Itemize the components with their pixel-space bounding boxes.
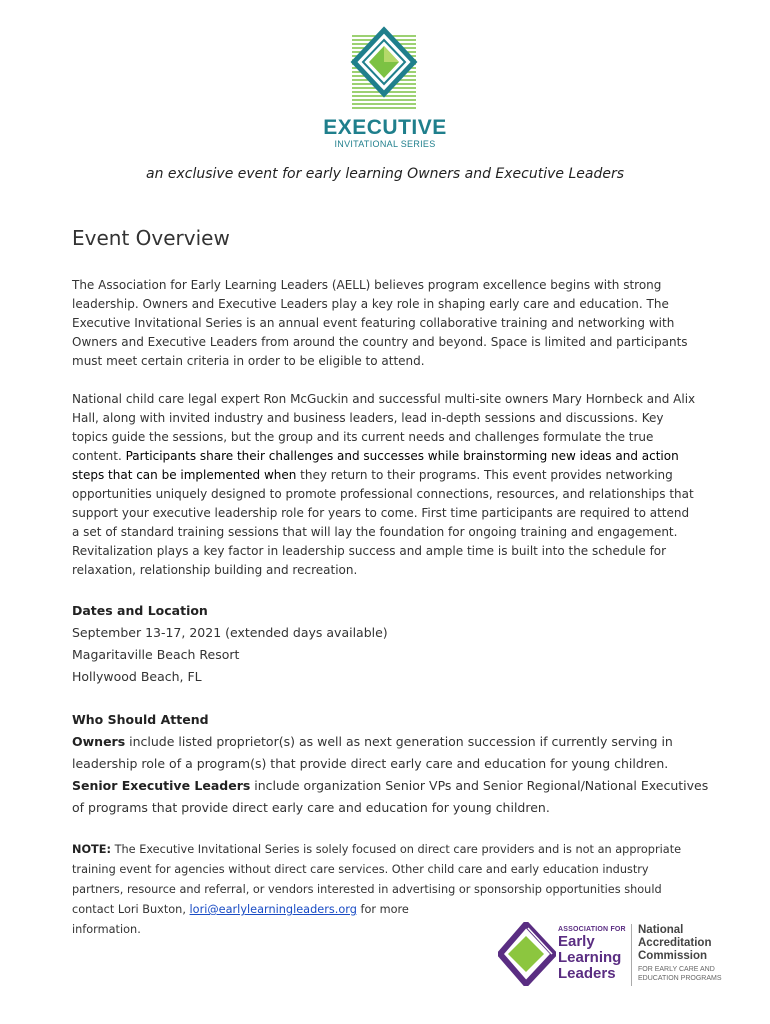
- overview-paragraph-2: [72, 390, 697, 580]
- nac-line-2: Accreditation: [638, 937, 712, 949]
- nac-sub-1: FOR EARLY CARE AND: [638, 966, 715, 973]
- aell-early: Early: [558, 933, 595, 950]
- logo-divider: [631, 924, 632, 986]
- nac-name: [638, 924, 712, 963]
- paragraph-2-text: National child care legal expert Ron McGuckin and successful multi-site owners Mary Hornbeck and Alix Hall, along with invited industry and business leaders, lead in-depth sessions and discussions. Key topics guide the sessions, but the group and its current needs and challenges formulate the true content.: [72, 392, 696, 463]
- nac-subtitle: [638, 965, 733, 983]
- owners-entry: [72, 731, 712, 775]
- who-section: [72, 709, 712, 819]
- logo-title: EXECUTIVE: [323, 116, 447, 139]
- city-line: Hollywood Beach, FL: [72, 669, 202, 684]
- aell-learning: Learning: [558, 949, 622, 966]
- page-title: Event Overview: [72, 226, 230, 250]
- note-text-end: information.: [72, 923, 141, 936]
- nac-sub-2: EDUCATION PROGRAMS: [638, 975, 722, 982]
- diamond-logo-icon: [350, 26, 420, 116]
- logo-subtitle: INVITATIONAL SERIES: [334, 139, 436, 149]
- owners-label: Owners: [72, 734, 126, 749]
- note-label: NOTE:: [72, 843, 111, 856]
- who-heading: Who Should Attend: [72, 712, 209, 727]
- dates-heading: Dates and Location: [72, 603, 208, 618]
- nac-line-3: Commission: [638, 950, 708, 962]
- email-link[interactable]: lori@earlylearningleaders.org: [189, 903, 357, 916]
- note-text-after: for more: [356, 903, 409, 916]
- senior-text: include organization Senior VPs and Senior Regional/National Executives of programs that provide direct early care and education for young children.: [72, 778, 709, 815]
- aell-assoc-text: ASSOCIATION FOR: [558, 926, 626, 933]
- dates-line: September 13-17, 2021 (extended days available): [72, 625, 388, 640]
- overview-paragraph-1: The Association for Early Learning Leaders (AELL) believes program excellence begins with strong leadership. Owners and Executive Leaders play a key role in shaping early care and education. The Executive Invitational Series is an annual event featuring collaborative training and networking with Owners and Executive Leaders from around the country and beyond. Space is limited and participants must meet certain criteria in order to be eligible to attend.: [72, 278, 688, 368]
- owners-text: include listed proprietor(s) as well as next generation succession if currently serving in leadership role of a program(s) that provide direct early care and education for young children.: [72, 734, 673, 771]
- paragraph-2-highlight: Participants share their challenges and successes while brainstorming new ideas and action steps that can be implemented when: [72, 449, 679, 482]
- aell-logo: [498, 920, 738, 990]
- senior-entry: [72, 775, 712, 819]
- aell-name: [558, 934, 628, 982]
- tagline: an exclusive event for early learning Owners and Executive Leaders: [145, 166, 625, 182]
- paragraph-2-text-cont: they return to their programs. This event provides networking opportunities uniquely designed to promote professional connections, resources, and relationships that support your executive leadership role for years to come. First time participants are required to attend a set of standard training sessions that will lay the foundation for ongoing training and engagement. Revitalization plays a key factor in leadership success and ample time is built into the schedule for relaxation, relationship building and recreation.: [72, 468, 694, 577]
- nac-line-1: National: [638, 924, 684, 936]
- dates-section: [72, 600, 712, 688]
- location-line: Magaritaville Beach Resort: [72, 647, 240, 662]
- note-text: The Executive Invitational Series is solely focused on direct care providers and is not an appropriate training event for agencies without direct care services. Other child care and early education industry partners, resource and referral, or vendors interested in advertising or sponsorship opportunities should contact Lori Buxton,: [72, 843, 682, 916]
- aell-diamond-icon: [498, 922, 556, 986]
- executive-logo: [320, 26, 450, 150]
- aell-leaders: Leaders: [558, 965, 616, 982]
- senior-label: Senior Executive Leaders: [72, 778, 251, 793]
